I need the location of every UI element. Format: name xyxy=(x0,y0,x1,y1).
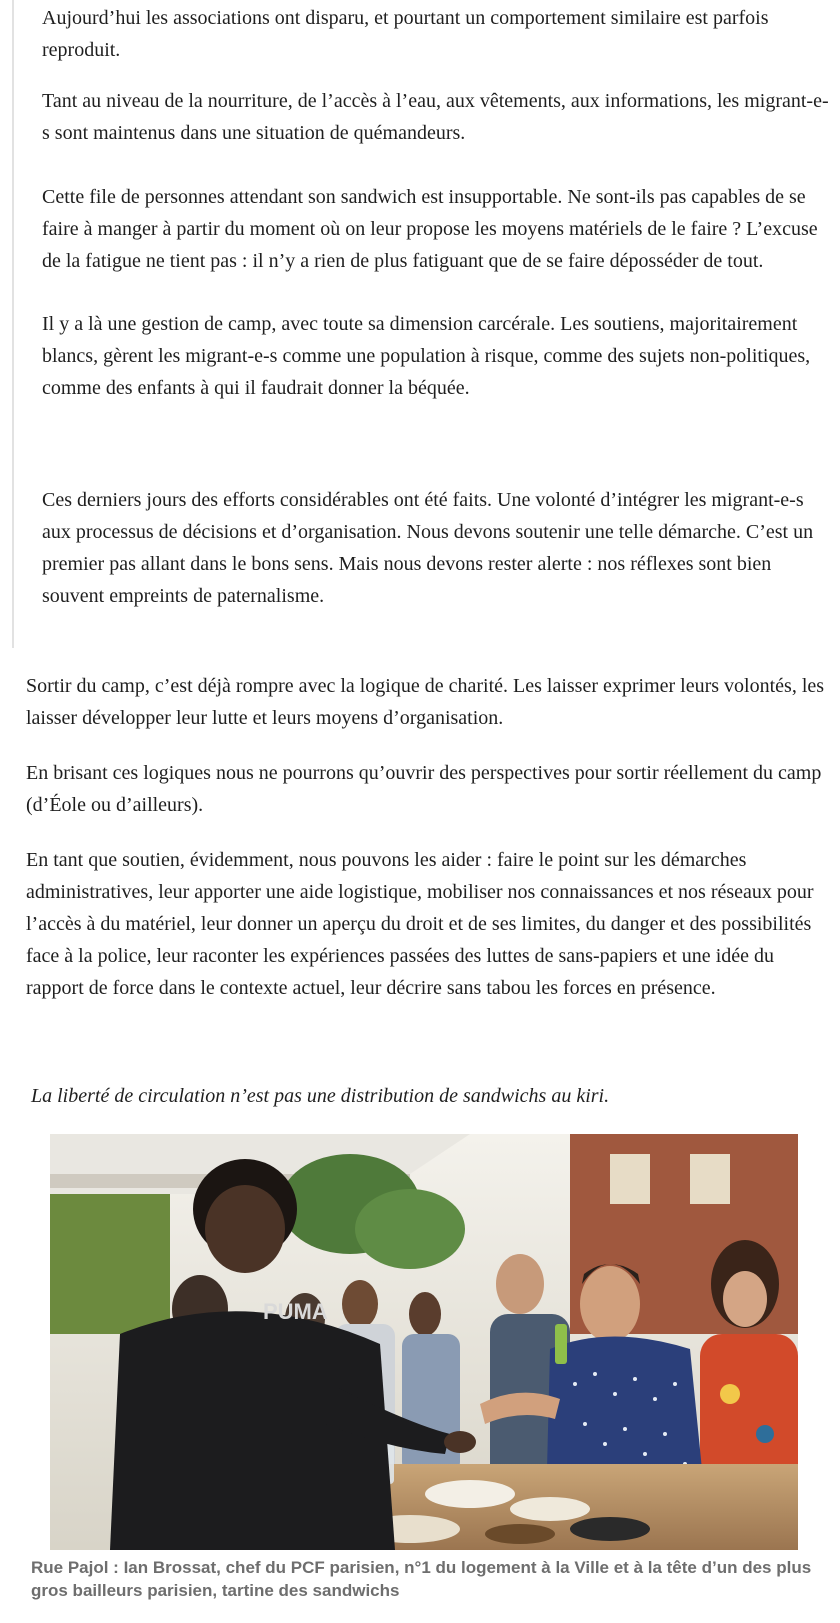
blockquote xyxy=(12,0,838,648)
body-paragraph: Sortir du camp, c’est déjà rompre avec la logique de charité. Les laisser exprimer leurs volontés, les laisser développer leur lutte et leurs moyens d’organisation. xyxy=(26,675,825,729)
quote-paragraph: Aujourd’hui les associations ont disparu, et pourtant un comportement similaire est parfois reproduit. xyxy=(42,7,769,61)
quote-paragraph: Tant au niveau de la nourriture, de l’accès à l’eau, aux vêtements, aux informations, les migrant-e-s sont maintenus dans une situation de quémandeurs. xyxy=(42,90,829,144)
quote-paragraph: Ces derniers jours des efforts considérables ont été faits. Une volonté d’intégrer les migrant-e-s aux processus de décisions et d’organisation. Nous devons soutenir une telle démarche. C’est un premier pas allant dans le bons sens. Mais nous devons rester alerte : nos réflexes sont bien souvent empreints de paternalisme. xyxy=(42,489,814,607)
puma-logo-text: PUMA xyxy=(263,1299,328,1324)
body-paragraph: En brisant ces logiques nous ne pourrons qu’ouvrir des perspectives pour sortir réellement du camp (d’Éole ou d’ailleurs). xyxy=(26,762,822,816)
quote-paragraph: Il y a là une gestion de camp, avec toute sa dimension carcérale. Les soutiens, majoritairement blancs, gèrent les migrant-e-s comme une population à risque, comme des sujets non-politiques, comme des enfants à qui il faudrait donner la béquée. xyxy=(42,313,811,399)
italic-conclusion: La liberté de circulation n’est pas une distribution de sandwichs au kiri. xyxy=(31,1085,610,1107)
photo-caption: Rue Pajol : Ian Brossat, chef du PCF parisien, n°1 du logement à la Ville et à la tête d’un des plus gros bailleurs parisien, tartine des sandwichs xyxy=(31,1558,812,1600)
article-photo xyxy=(50,1134,798,1550)
photo-illustration xyxy=(50,1134,798,1550)
body-paragraph: En tant que soutien, évidemment, nous pouvons les aider : faire le point sur les démarches administratives, leur apporter une aide logistique, mobiliser nos connaissances et nos réseaux pour l’accès à du matériel, leur donner un aperçu du droit et de ses limites, du danger et des possibilités face à la police, leur raconter les expériences passées des luttes de sans-papiers et une idée du rapport de force dans le contexte actuel, leur décrire sans tabou les forces en présence. xyxy=(26,849,814,999)
quote-paragraph: Cette file de personnes attendant son sandwich est insupportable. Ne sont-ils pas capables de se faire à manger à partir du moment où on leur propose les moyens matériels de le faire ? L’excuse de la fatigue ne tient pas : il n’y a rien de plus fatiguant que de se faire déposséder de tout. xyxy=(42,186,818,272)
